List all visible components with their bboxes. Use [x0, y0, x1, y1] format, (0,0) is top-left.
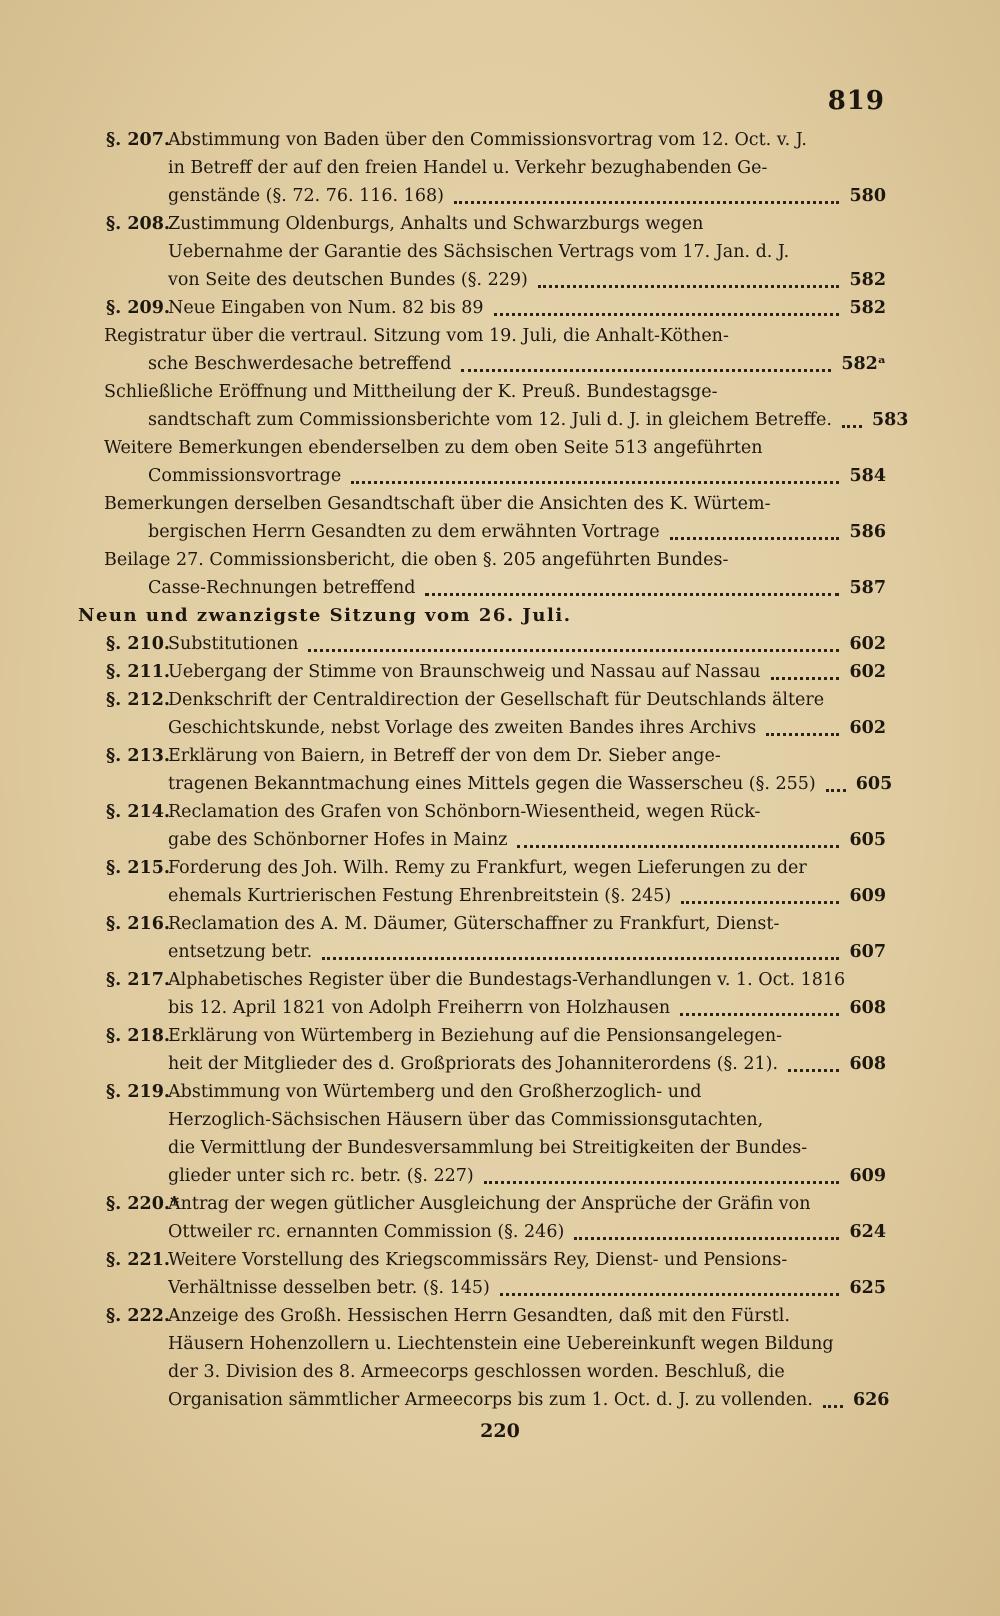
entry-line	[168, 1190, 886, 1218]
section-number: §. 216.	[106, 914, 170, 934]
entry-line-text: Abstimmung von Baden über den Commissionsvortrag vom 12. Oct. v. J.	[168, 130, 807, 150]
entry-line	[168, 1162, 886, 1190]
index-entry	[78, 1022, 886, 1078]
dot-leader	[494, 312, 840, 316]
entry-line	[104, 434, 886, 462]
page-reference: 580	[849, 186, 886, 206]
entry-line-text: Alphabetisches Register über die Bundestags-Verhandlungen v. 1. Oct. 1816	[168, 970, 846, 990]
entry-line-text: Forderung des Joh. Wilh. Remy zu Frankfurt, wegen Lieferungen zu der	[168, 858, 807, 878]
section-number: §. 217.	[106, 970, 170, 990]
entry-line	[168, 910, 886, 938]
entry-text	[104, 546, 886, 602]
page-reference: 609	[849, 886, 886, 906]
entry-text	[168, 742, 892, 798]
entry-line-text: der 3. Division des 8. Armeecorps geschlossen worden. Beschluß, die	[168, 1362, 785, 1382]
entry-line	[168, 1078, 886, 1106]
dot-leader	[425, 592, 839, 596]
entry-line-text: sandtschaft zum Commissionsberichte vom 12. Juli d. J. in gleichem Betreffe.	[148, 410, 832, 430]
entry-line-text: ehemals Kurtrierischen Festung Ehrenbreitstein (§. 245)	[168, 886, 672, 906]
entry-line	[168, 882, 886, 910]
dot-leader	[574, 1236, 839, 1240]
entry-line-text: gabe des Schönborner Hofes in Mainz	[168, 830, 508, 850]
index-entry	[78, 210, 886, 294]
section-number: §. 207.	[106, 130, 170, 150]
index-entry	[78, 630, 886, 658]
entry-line	[168, 1246, 886, 1274]
entry-line	[168, 182, 886, 210]
index-entry	[78, 798, 886, 854]
index-entry	[78, 322, 886, 378]
index-entry	[78, 658, 886, 686]
entry-line-text: Substitutionen	[168, 634, 299, 654]
entry-line-text: Registratur über die vertraul. Sitzung vom 19. Juli, die Anhalt-Köthen-	[104, 326, 729, 346]
dot-leader	[680, 1012, 839, 1016]
section-number: §. 215.	[106, 858, 170, 878]
entry-line	[168, 1218, 886, 1246]
entry-text	[104, 378, 908, 434]
entry-line	[104, 350, 886, 378]
entry-text	[168, 1246, 886, 1302]
entry-line-text: Anzeige des Großh. Hessischen Herrn Gesandten, daß mit den Fürstl.	[168, 1306, 790, 1326]
entry-line	[168, 966, 886, 994]
dot-leader	[322, 956, 839, 960]
entry-line-text: die Vermittlung der Bundesversammlung bei Streitigkeiten der Bundes-	[168, 1138, 808, 1158]
entry-line-text: glieder unter sich rc. betr. (§. 227)	[168, 1166, 474, 1186]
entry-line	[168, 770, 892, 798]
page-reference: 605	[849, 830, 886, 850]
entry-line	[168, 1134, 886, 1162]
entry-line	[168, 1106, 886, 1134]
page-reference: 582	[849, 298, 886, 318]
index-entry	[78, 1190, 886, 1246]
entry-text	[168, 126, 886, 210]
entry-line-text: Zustimmung Oldenburgs, Anhalts und Schwarzburgs wegen	[168, 214, 704, 234]
section-number: §. 212.	[106, 690, 170, 710]
page-reference: 602	[849, 718, 886, 738]
session-heading: Neun und zwanzigste Sitzung vom 26. Juli.	[78, 605, 572, 626]
entry-line-text: Häusern Hohenzollern u. Liechtenstein eine Uebereinkunft wegen Bildung	[168, 1334, 834, 1354]
entry-line	[168, 126, 886, 154]
index-entry	[78, 910, 886, 966]
dot-leader	[842, 424, 862, 428]
entry-line	[168, 1302, 889, 1330]
entry-line	[104, 518, 886, 546]
entry-line	[168, 714, 886, 742]
entry-line-text: Erklärung von Baiern, in Betreff der von dem Dr. Sieber ange-	[168, 746, 721, 766]
index-entry	[78, 742, 893, 798]
index-entry	[78, 1246, 886, 1302]
dot-leader	[308, 648, 839, 652]
page-reference: 624	[849, 1222, 886, 1242]
index-entry	[78, 294, 886, 322]
dot-leader	[771, 676, 840, 680]
entry-line	[168, 1358, 889, 1386]
entry-line-text: Beilage 27. Commissionsbericht, die oben §. 205 angeführten Bundes-	[104, 550, 729, 570]
index-entries	[78, 126, 909, 1414]
section-number: §. 221.	[106, 1250, 170, 1270]
dot-leader	[826, 788, 846, 792]
dot-leader	[351, 480, 839, 484]
entry-text	[104, 434, 886, 490]
index-entry	[78, 490, 886, 546]
dot-leader	[461, 368, 831, 372]
section-number: §. 222.	[106, 1306, 170, 1326]
entry-line	[168, 1274, 886, 1302]
entry-line	[168, 854, 886, 882]
index-entry	[78, 434, 886, 490]
entry-text	[168, 910, 886, 966]
page-reference: 586	[849, 522, 886, 542]
entry-text	[168, 854, 886, 910]
dot-leader	[823, 1404, 843, 1408]
section-number: §. 220.*	[106, 1194, 180, 1214]
entry-line-text: Uebernahme der Garantie des Sächsischen Vertrags vom 17. Jan. d. J.	[168, 242, 790, 262]
entry-line-text: heit der Mitglieder des d. Großpriorats des Johanniterordens (§. 21).	[168, 1054, 779, 1074]
index-entry	[78, 546, 886, 602]
entry-line	[168, 238, 886, 266]
index-entry	[78, 126, 886, 210]
entry-line	[168, 630, 886, 658]
dot-leader	[681, 900, 839, 904]
entry-line	[168, 294, 886, 322]
entry-line-text: Geschichtskunde, nebst Vorlage des zweiten Bandes ihres Archivs	[168, 718, 757, 738]
entry-line	[168, 1386, 889, 1414]
section-number: §. 213.	[106, 746, 170, 766]
entry-line-text: bis 12. April 1821 von Adolph Freiherrn von Holzhausen	[168, 998, 671, 1018]
entry-line-text: Denkschrift der Centraldirection der Gesellschaft für Deutschlands ältere	[168, 690, 825, 710]
entry-line	[168, 210, 886, 238]
entry-line	[104, 546, 886, 574]
index-entry	[78, 1302, 890, 1414]
index-entry	[78, 966, 886, 1022]
index-entry	[78, 1078, 886, 1190]
entry-text	[168, 630, 886, 658]
entry-line-text: Uebergang der Stimme von Braunschweig und Nassau auf Nassau	[168, 662, 761, 682]
entry-line-text: Reclamation des A. M. Däumer, Güterschaffner zu Frankfurt, Dienst-	[168, 914, 780, 934]
entry-line-text: Herzoglich-Sächsischen Häusern über das Commissionsgutachten,	[168, 1110, 764, 1130]
index-entry	[78, 686, 886, 742]
entry-line-text: Erklärung von Würtemberg in Beziehung auf die Pensionsangelegen-	[168, 1026, 783, 1046]
page-reference: 608	[849, 998, 886, 1018]
entry-line-text: Reclamation des Grafen von Schönborn-Wiesentheid, wegen Rück-	[168, 802, 761, 822]
entry-line	[168, 686, 886, 714]
entry-text	[168, 1022, 886, 1078]
page-reference: 602	[849, 634, 886, 654]
page-reference: 602	[849, 662, 886, 682]
entry-line	[104, 322, 886, 350]
entry-line-text: tragenen Bekanntmachung eines Mittels gegen die Wasserscheu (§. 255)	[168, 774, 816, 794]
entry-text	[104, 322, 886, 378]
entry-line-text: von Seite des deutschen Bundes (§. 229)	[168, 270, 528, 290]
entry-line-text: Weitere Vorstellung des Kriegscommissärs Rey, Dienst- und Pensions-	[168, 1250, 788, 1270]
entry-line-text: sche Beschwerdesache betreffend	[148, 354, 452, 374]
entry-line-text: Ottweiler rc. ernannten Commission (§. 246)	[168, 1222, 565, 1242]
page-reference: 626	[852, 1390, 890, 1410]
entry-line	[168, 798, 886, 826]
dot-leader	[454, 200, 840, 204]
entry-text	[168, 966, 886, 1022]
page-reference: 625	[849, 1278, 886, 1298]
entry-text	[168, 210, 886, 294]
entry-line-text: Neue Eingaben von Num. 82 bis 89	[168, 298, 484, 318]
entry-line-text: Abstimmung von Würtemberg und den Großherzoglich- und	[168, 1082, 702, 1102]
entry-line	[168, 742, 892, 770]
entry-line-text: Schließliche Eröffnung und Mittheilung der K. Preuß. Bundestagsge-	[104, 382, 718, 402]
entry-line-text: Commissionsvortrage	[148, 466, 342, 486]
index-entry	[78, 378, 909, 434]
dot-leader	[788, 1068, 839, 1072]
entry-line	[168, 938, 886, 966]
entry-text	[168, 294, 886, 322]
page-reference: 587	[849, 578, 886, 598]
page-reference: 608	[849, 1054, 886, 1074]
section-number: §. 208.	[106, 214, 170, 234]
page-number: 819	[827, 86, 885, 116]
entry-line-text: Antrag der wegen gütlicher Ausgleichung der Ansprüche der Gräfin von	[168, 1194, 811, 1214]
entry-text	[168, 1302, 889, 1414]
section-number: §. 219.	[106, 1082, 170, 1102]
entry-text	[168, 686, 886, 742]
section-number: §. 210.	[106, 634, 170, 654]
section-number: §. 211.	[106, 662, 170, 682]
entry-line	[168, 266, 886, 294]
entry-line-text: Weitere Bemerkungen ebenderselben zu dem oben Seite 513 angeführten	[104, 438, 763, 458]
entry-line-text: Bemerkungen derselben Gesandtschaft über die Ansichten des K. Würtem-	[104, 494, 771, 514]
dot-leader	[766, 732, 839, 736]
page-reference: 582ᵃ	[841, 354, 886, 374]
dot-leader	[484, 1180, 840, 1184]
dot-leader	[538, 284, 840, 288]
entry-line-text: Organisation sämmtlicher Armeecorps bis zum 1. Oct. d. J. zu vollenden.	[168, 1390, 813, 1410]
dot-leader	[670, 536, 840, 540]
entry-line	[168, 1330, 889, 1358]
entry-line-text: bergischen Herrn Gesandten zu dem erwähnten Vortrage	[148, 522, 660, 542]
entry-text	[168, 798, 886, 854]
entry-line	[104, 378, 908, 406]
entry-line	[104, 406, 908, 434]
index-entry	[78, 854, 886, 910]
entry-line	[168, 994, 886, 1022]
entry-text	[168, 1078, 886, 1190]
entry-text	[104, 490, 886, 546]
page-reference: 609	[849, 1166, 886, 1186]
entry-line	[104, 462, 886, 490]
entry-line	[168, 658, 886, 686]
dot-leader	[517, 844, 839, 848]
page-reference: 584	[849, 466, 886, 486]
entry-line-text: Verhältnisse desselben betr. (§. 145)	[168, 1278, 490, 1298]
entry-line	[168, 1050, 886, 1078]
section-number: §. 218.	[106, 1026, 170, 1046]
dot-leader	[500, 1292, 840, 1296]
entry-line-text: Casse-Rechnungen betreffend	[148, 578, 416, 598]
entry-line	[104, 574, 886, 602]
entry-line-text: entsetzung betr.	[168, 942, 313, 962]
signature-mark: 220	[480, 1420, 520, 1442]
entry-text	[168, 1190, 886, 1246]
section-number: §. 209.	[106, 298, 170, 318]
entry-line-text: in Betreff der auf den freien Handel u. Verkehr bezughabenden Ge-	[168, 158, 768, 178]
entry-line	[168, 1022, 886, 1050]
entry-line-text: genstände (§. 72. 76. 116. 168)	[168, 186, 444, 206]
entry-line	[104, 490, 886, 518]
entry-text	[168, 658, 886, 686]
entry-line	[168, 826, 886, 854]
page-reference: 583	[871, 410, 909, 430]
page-reference: 607	[849, 942, 886, 962]
section-number: §. 214.	[106, 802, 170, 822]
page-reference: 605	[855, 774, 893, 794]
page-reference: 582	[849, 270, 886, 290]
entry-line	[168, 154, 886, 182]
